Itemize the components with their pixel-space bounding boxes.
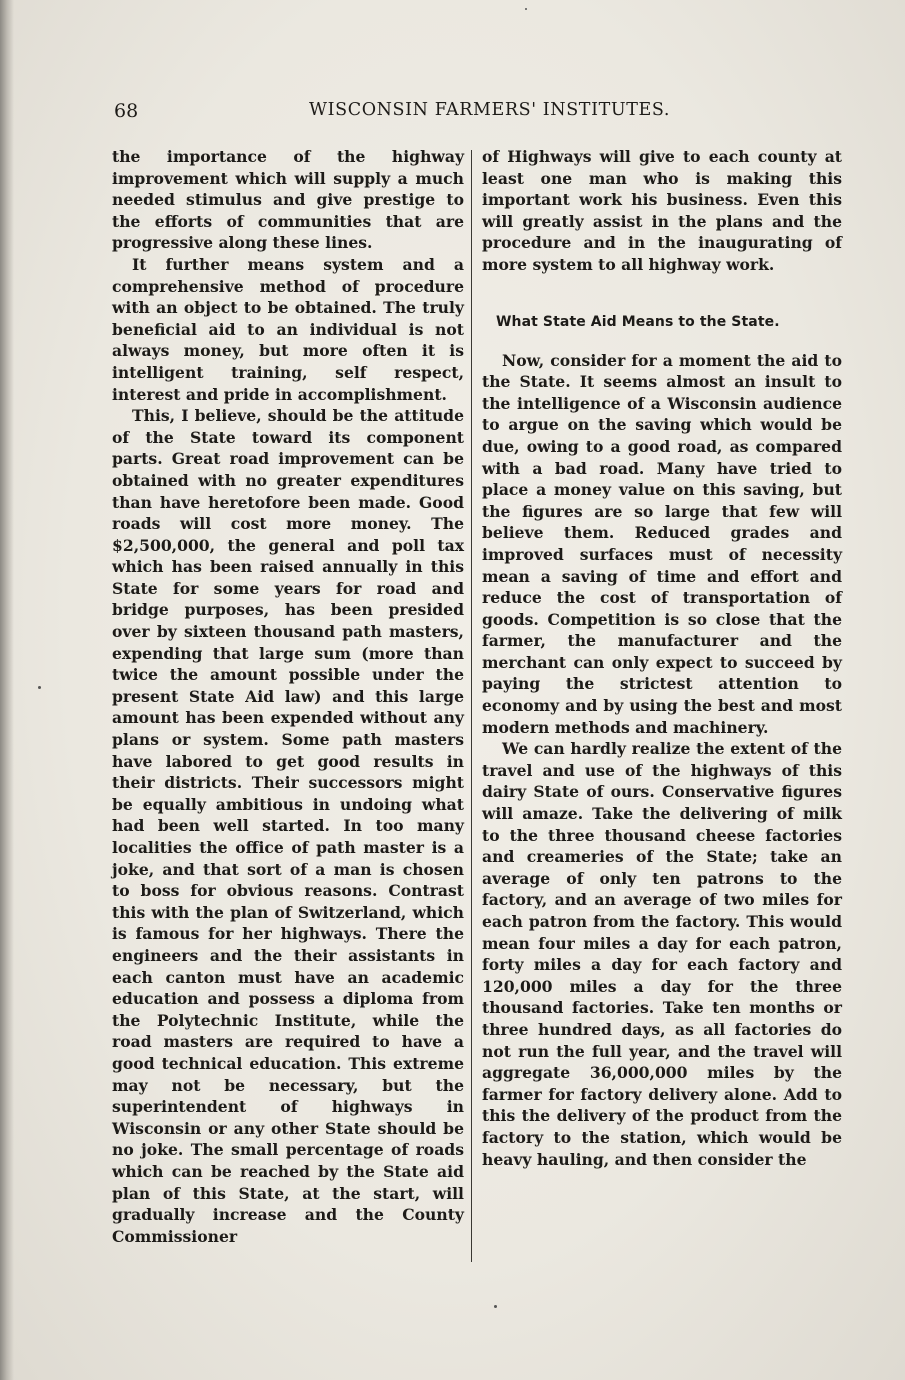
running-head: [114, 100, 670, 130]
left-column: [112, 146, 464, 1247]
paragraph: Now, consider for a moment the aid to the State. It seems almost an insult to the intelligence of a Wisconsin audience to argue on the saving which would be due, owing to a good road, as compared with a bad road. Many have tried to place a money value on this saving, but the figures are so large that few will believe them. Reduced grades and improved surfaces must of necessity mean a saving of time and effort and reduce the cost of transportation of goods. Competition is so close that the farmer, the manufacturer and the merchant can only expect to succeed by paying the strictest attention to economy and by using the best and most modern methods and machinery.: [482, 350, 842, 737]
paper-speck: [38, 686, 41, 689]
paragraph: This, I believe, should be the attitude of the State toward its component parts. Great road improvement can be obtained with no greater expenditures than have heretofore been made. Good roads will cost more money. The $2,500,000, the general and poll tax which has been raised annually in this State for some years for road and bridge purposes, has been presided over by sixteen thousand path masters, expending that large sum (more than twice the amount possible under the present State Aid law) and this large amount has been expended without any plans or system. Some path masters have labored to get good results in their districts. Their successors might be equally ambitious in undoing what had been well started. In too many localities the office of path master is a joke, and that sort of a man is chosen to boss for obvious reasons. Contrast this with the plan of Switzerland, which is famous for her highways. There the engineers and the their assistants in each canton must have an academic education and possess a diploma from the Polytechnic Institute, while the road masters are required to have a good technical education. This extreme may not be necessary, but the superintendent of highways in Wisconsin or any other State should be no joke. The small percentage of roads which can be reached by the State aid plan of this State, at the start, will gradually increase and the County Commissioner: [112, 406, 464, 1246]
paragraph: of Highways will give to each county at least one man who is making this important work his business. Even this will greatly assist in the plans and the procedure and in the inaugurating of more system to all highway work.: [482, 147, 842, 274]
binding-shadow: [0, 0, 14, 1380]
page-number: 68: [114, 100, 139, 122]
running-title: WISCONSIN FARMERS' INSTITUTES.: [309, 100, 670, 120]
right-column: [482, 146, 842, 1170]
column-divider: [471, 150, 472, 1262]
paper-speck: [525, 8, 527, 10]
paragraph: It further means system and a comprehensive method of procedure with an object to be obtained. The truly beneficial aid to an individual is not always money, but more often it is intelligent training, self respect, interest and pride in accomplishment.: [112, 254, 464, 404]
paragraph: the importance of the highway improvement which will supply a much needed stimulus and give prestige to the efforts of communities that are progressive along these lines.: [112, 147, 464, 253]
paragraph: We can hardly realize the extent of the travel and use of the highways of this dairy State of ours. Conservative figures will amaze. Take the delivering of milk to the three thousand cheese factories and creameries of the State; take an average of only ten patrons to the factory, and an average of two miles for each patron from the factory. This would mean four miles a day for each patron, forty miles a day for each factory and 120,000 miles a day for the three thousand factories. Take ten months or three hundred days, as all factories do not run the full year, and the travel will aggregate 36,000,000 miles by the farmer for factory delivery alone. Add to this the delivery of the product from the factory to the station, which would be heavy hauling, and then consider the: [482, 739, 842, 1169]
section-heading: What State Aid Means to the State.: [496, 313, 780, 330]
paper-speck: [494, 1305, 497, 1308]
